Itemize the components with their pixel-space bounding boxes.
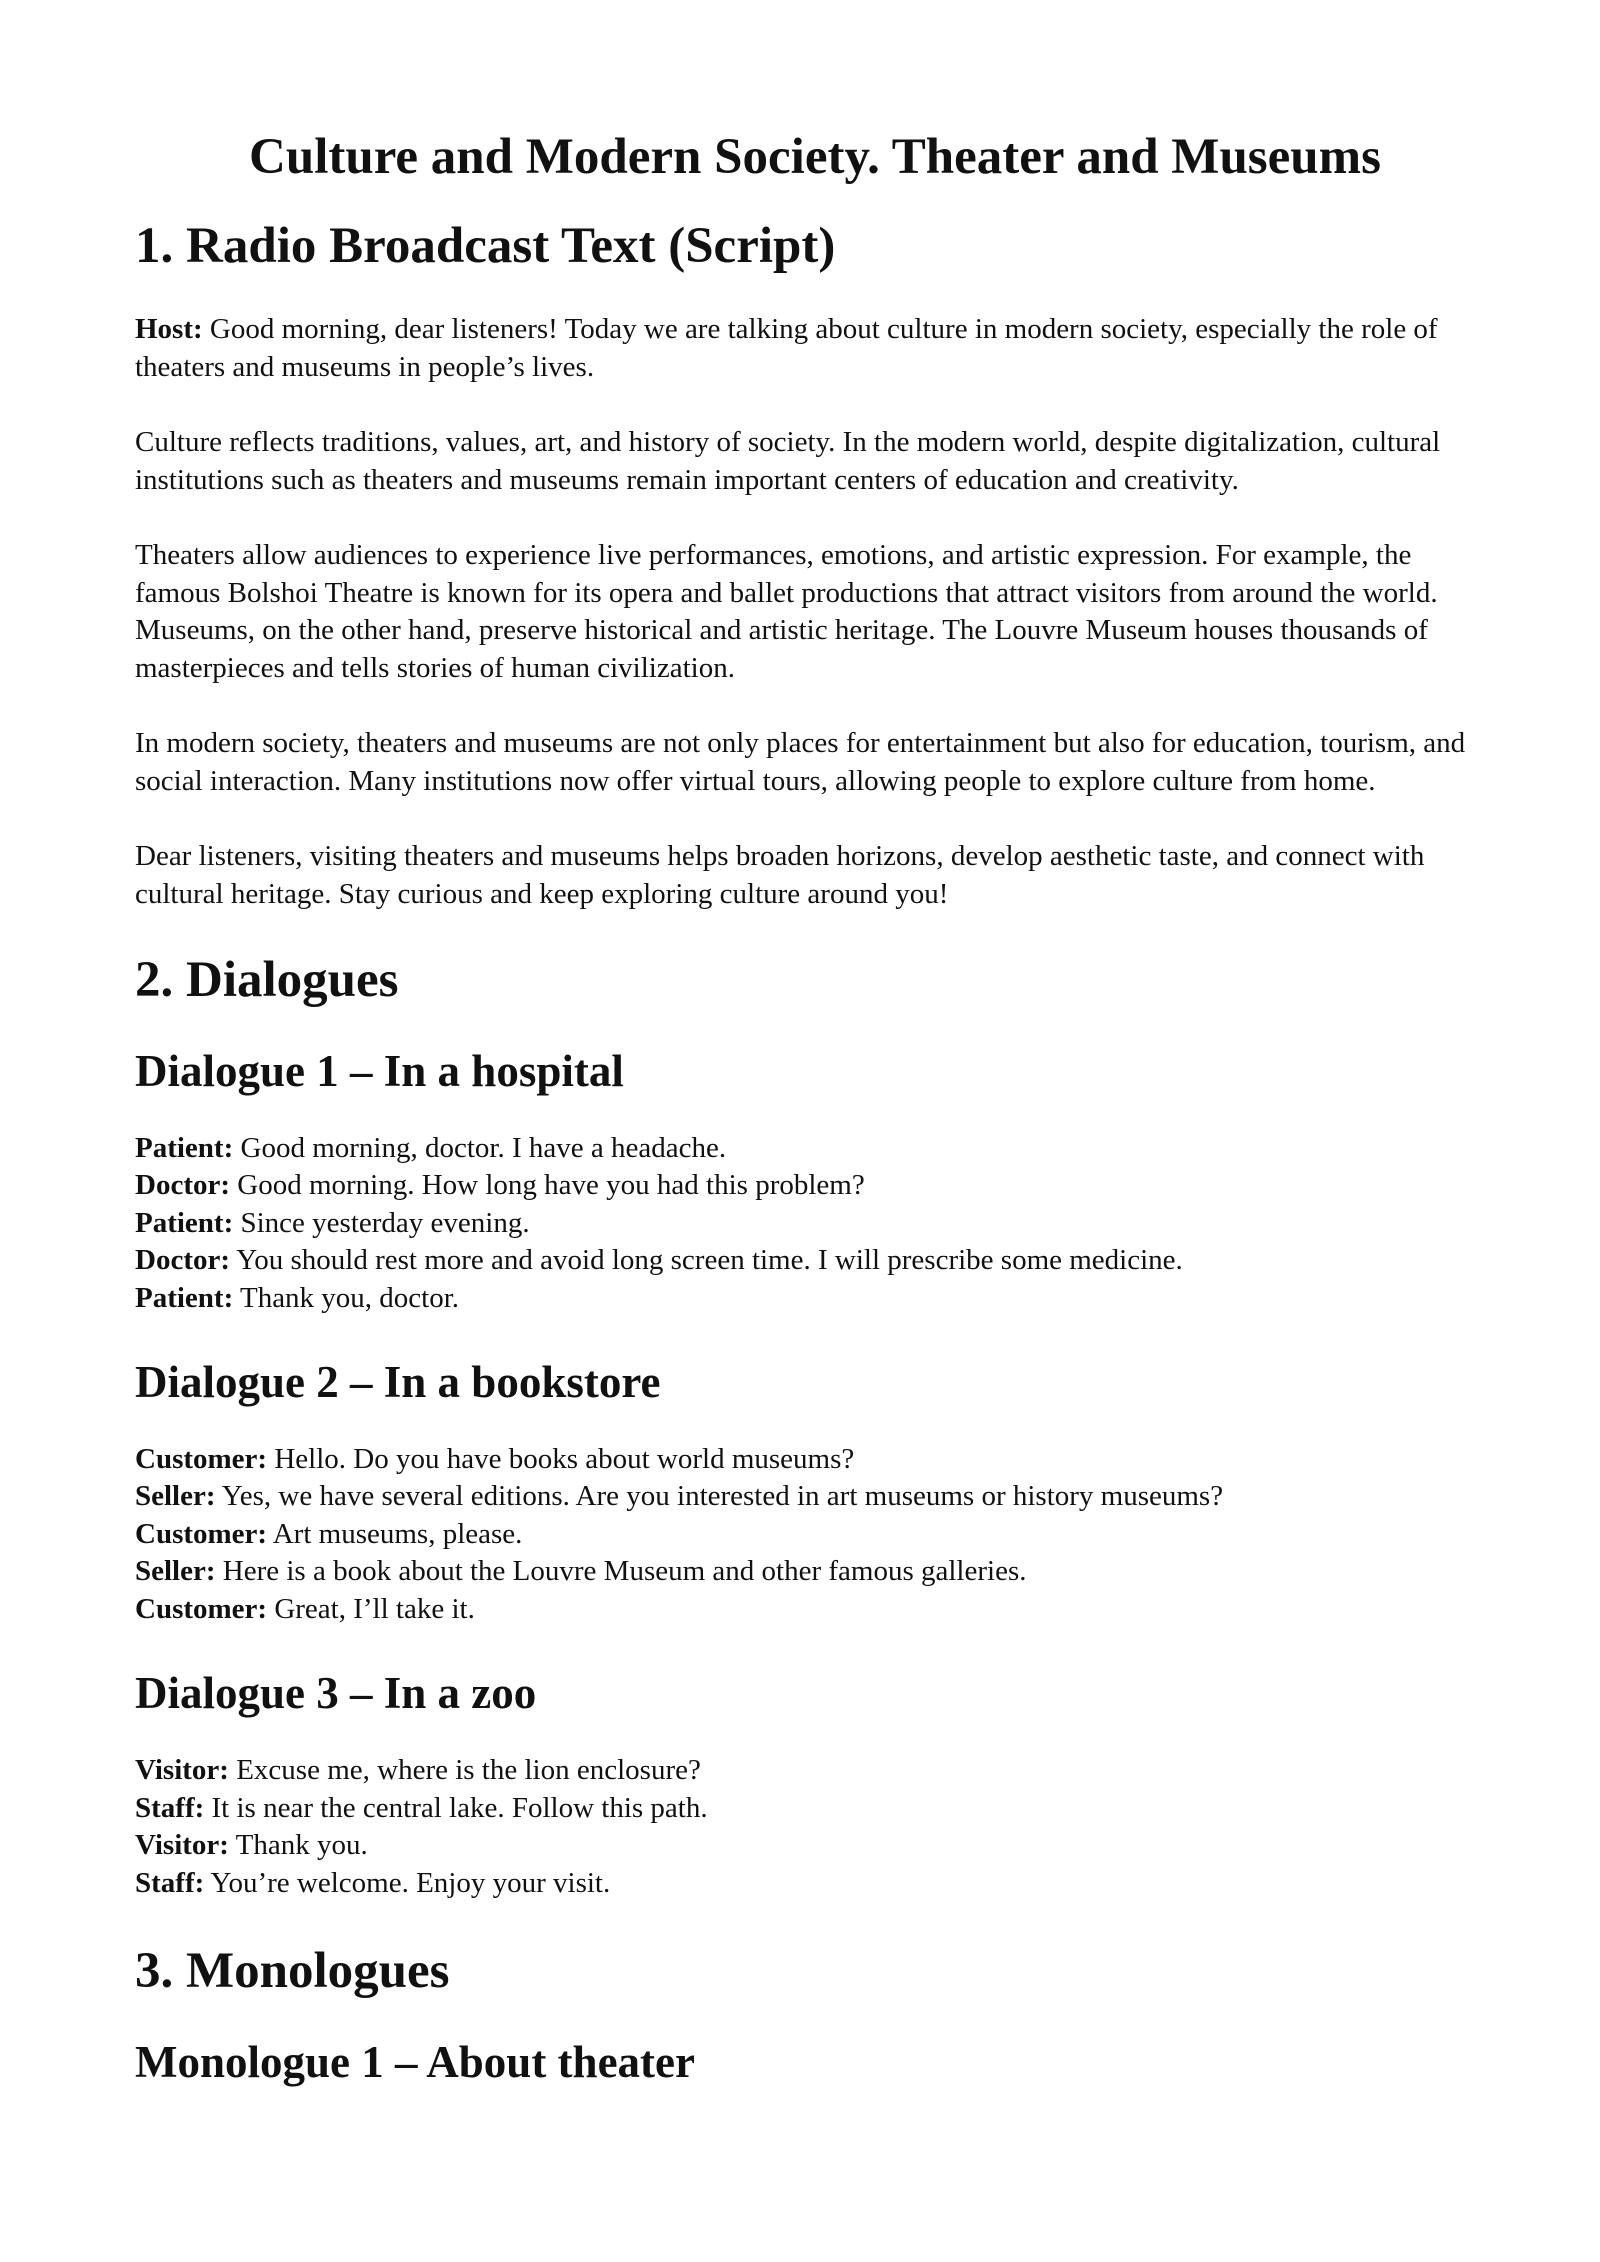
speaker-label: Visitor: xyxy=(135,1754,229,1787)
line-text: Hello. Do you have books about world museums? xyxy=(267,1442,855,1475)
paragraph-closing: Dear listeners, visiting theaters and museums helps broaden horizons, develop aesthetic taste, and connect with cultural heritage. Stay curious and keep exploring culture around you! xyxy=(135,840,1425,910)
dialogue-line xyxy=(135,1591,1495,1629)
speaker-label: Patient: xyxy=(135,1206,234,1239)
dialogue-line xyxy=(135,1205,1495,1243)
speaker-label: Seller: xyxy=(135,1480,216,1513)
speaker-label: Staff: xyxy=(135,1866,205,1899)
dialogue-line xyxy=(135,1865,1495,1903)
speaker-label: Patient: xyxy=(135,1281,234,1314)
dialogue-line xyxy=(135,1516,1495,1554)
line-text: Thank you. xyxy=(228,1829,368,1862)
line-text: It is near the central lake. Follow this path. xyxy=(204,1791,708,1824)
dialogue-line xyxy=(135,1167,1495,1205)
dialogue-hospital xyxy=(135,1130,1495,1318)
line-text: You should rest more and avoid long screen time. I will prescribe some medicine. xyxy=(230,1244,1183,1277)
speaker-label: Host: xyxy=(135,313,203,346)
document-title: Culture and Modern Society. Theater and Museums xyxy=(249,129,1381,185)
line-text: Excuse me, where is the lion enclosure? xyxy=(228,1754,701,1787)
line-text: Here is a book about the Louvre Museum and other famous galleries. xyxy=(215,1555,1027,1588)
speaker-label: Visitor: xyxy=(135,1829,229,1862)
line-text: Art museums, please. xyxy=(267,1517,523,1550)
dialogue-line xyxy=(135,1790,1495,1828)
dialogue-line xyxy=(135,1478,1495,1516)
dialogue-line xyxy=(135,1827,1495,1865)
dialogue-bookstore xyxy=(135,1441,1495,1629)
line-text: Good morning, doctor. I have a headache. xyxy=(233,1131,727,1164)
speaker-label: Customer: xyxy=(135,1592,268,1625)
dialogue-line xyxy=(135,1752,1495,1790)
paragraph-host-intro xyxy=(135,311,1495,386)
monologue-title-theater: Monologue 1 – About theater xyxy=(135,2036,695,2087)
dialogue-title-hospital: Dialogue 1 – In a hospital xyxy=(135,1045,624,1096)
dialogue-title-zoo: Dialogue 3 – In a zoo xyxy=(135,1668,537,1719)
line-text: Great, I’ll take it. xyxy=(267,1592,475,1625)
line-text: You’re welcome. Enjoy your visit. xyxy=(204,1866,611,1899)
document-page xyxy=(135,128,1495,2121)
speaker-label: Customer: xyxy=(135,1517,268,1550)
speaker-label: Patient: xyxy=(135,1131,234,1164)
speaker-label: Seller: xyxy=(135,1555,216,1588)
section-heading-radio-broadcast: 1. Radio Broadcast Text (Script) xyxy=(135,217,836,274)
line-text: Yes, we have several editions. Are you interested in art museums or history museums? xyxy=(215,1480,1224,1513)
line-text: Thank you, doctor. xyxy=(233,1281,460,1314)
paragraph-theaters: Theaters allow audiences to experience live performances, emotions, and artistic expression. For example, the famous Bolshoi Theatre is known for its opera and ballet productions that attract visitors from around the world. Museums, on the other hand, preserve historical and artistic heritage. The Louvre Museum houses thousands of masterpieces and tells stories of human civilization. xyxy=(135,539,1438,684)
dialogue-line xyxy=(135,1441,1495,1479)
speaker-label: Doctor: xyxy=(135,1244,231,1277)
section-heading-dialogues: 2. Dialogues xyxy=(135,952,399,1009)
speaker-label: Customer: xyxy=(135,1442,268,1475)
paragraph-culture: Culture reflects traditions, values, art, and history of society. In the modern world, despite digitalization, cultural institutions such as theaters and museums remain important centers of education and creativity. xyxy=(135,426,1441,496)
paragraph-modern-society: In modern society, theaters and museums are not only places for entertainment but also for education, tourism, and social interaction. Many institutions now offer virtual tours, allowing people to explore culture from home. xyxy=(135,727,1466,797)
speaker-label: Doctor: xyxy=(135,1169,231,1202)
dialogue-line xyxy=(135,1553,1495,1591)
speaker-label: Staff: xyxy=(135,1791,205,1824)
dialogue-title-bookstore: Dialogue 2 – In a bookstore xyxy=(135,1357,661,1408)
line-text: Since yesterday evening. xyxy=(233,1206,530,1239)
line-text: Good morning. How long have you had this problem? xyxy=(230,1169,865,1202)
dialogue-line xyxy=(135,1242,1495,1280)
dialogue-zoo xyxy=(135,1752,1495,1902)
dialogue-line xyxy=(135,1130,1495,1168)
dialogue-line xyxy=(135,1280,1495,1318)
section-heading-monologues: 3. Monologues xyxy=(135,1943,450,2000)
paragraph-text: Good morning, dear listeners! Today we are talking about culture in modern society, especially the role of theaters and museums in people’s lives. xyxy=(135,313,1438,383)
